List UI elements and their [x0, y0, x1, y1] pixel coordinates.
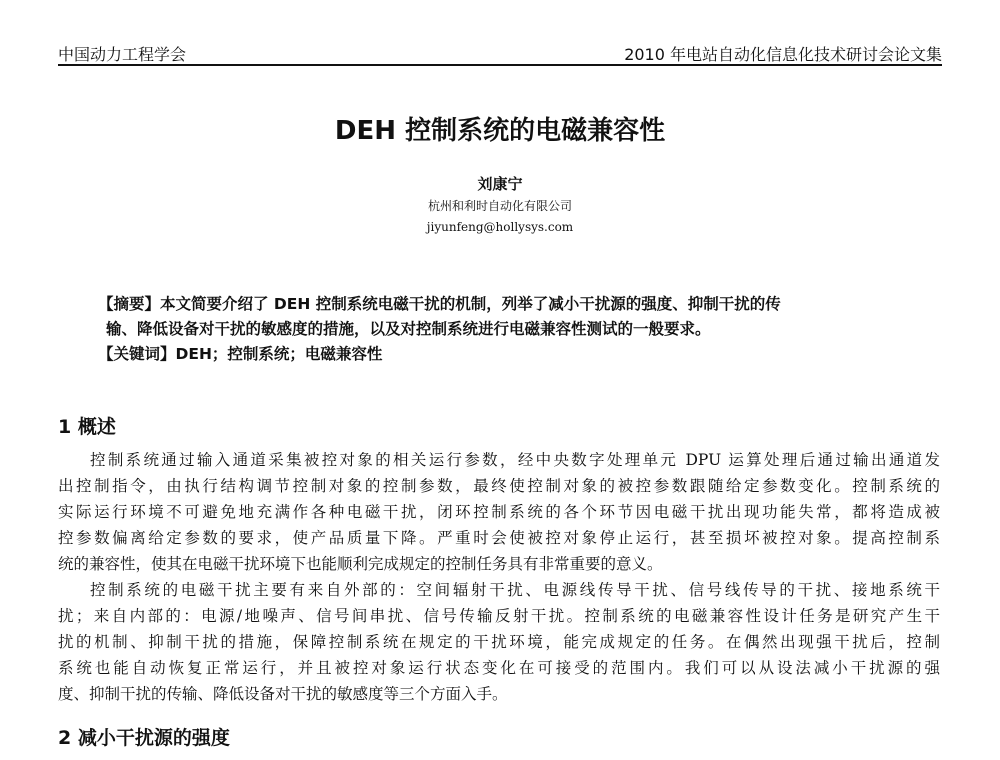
- section-heading: 2 减小干扰源的强度: [58, 727, 230, 749]
- body-line: 控制系统的电磁干扰主要有来自外部的：空间辐射干扰、电源线传导干扰、信号线传导的干扰、接地系统干: [90, 581, 940, 599]
- body-line: 系统也能自动恢复正常运行，并且被控对象运行状态变化在可接受的范围内。我们可以从设法减小干扰源的强: [58, 659, 940, 677]
- body-line: 扰的机制、抑制干扰的措施，保障控制系统在规定的干扰环境，能完成规定的任务。在偶然出现强干扰后，控制: [58, 633, 940, 651]
- abstract-line: 【摘要】本文简要介绍了 DEH 控制系统电磁干扰的机制，列举了减小干扰源的强度、抑制干扰的传: [98, 295, 781, 313]
- body-line: 度、抑制干扰的传输、降低设备对干扰的敏感度等三个方面入手。: [58, 685, 508, 703]
- paper-title: DEH 控制系统的电磁兼容性: [334, 116, 666, 146]
- body-line: 统的兼容性，使其在电磁干扰环境下也能顺利完成规定的控制任务具有非常重要的意义。: [58, 555, 663, 573]
- author-name: 刘康宁: [477, 175, 523, 193]
- section-body: [58, 447, 940, 707]
- section-heading: 1 概述: [58, 416, 116, 438]
- body-line: 控参数偏离给定参数的要求，使产品质量下降。严重时会使被控对象停止运行，甚至损坏被控对象。提高控制系: [58, 529, 940, 547]
- body-line: 控制系统通过输入通道采集被控对象的相关运行参数，经中央数字处理单元 DPU 运算处理后通过输出通道发: [90, 451, 940, 469]
- keywords: 【关键词】DEH；控制系统；电磁兼容性: [98, 345, 383, 363]
- header-proceedings: 2010 年电站自动化信息化技术研讨会论文集: [624, 45, 942, 64]
- affiliation: 杭州和利时自动化有限公司: [427, 199, 572, 213]
- header-society: 中国动力工程学会: [58, 45, 187, 64]
- body-line: 出控制指令，由执行结构调节控制对象的控制参数，最终使控制对象的被控参数跟随给定参数变化。控制系统的: [58, 477, 940, 495]
- running-header: [58, 38, 942, 66]
- body-line: 实际运行环境不可避免地充满作各种电磁干扰，闭环控制系统的各个环节因电磁干扰出现功能失常，都将造成被: [58, 503, 940, 521]
- author-email: jiyunfeng@hollysys.com: [426, 220, 574, 234]
- abstract-line: 输、降低设备对干扰的敏感度的措施，以及对控制系统进行电磁兼容性测试的一般要求。: [106, 320, 711, 338]
- abstract: [98, 292, 888, 367]
- body-line: 扰；来自内部的：电源/地噪声、信号间串扰、信号传输反射干扰。控制系统的电磁兼容性设计任务是研究产生干: [58, 607, 940, 625]
